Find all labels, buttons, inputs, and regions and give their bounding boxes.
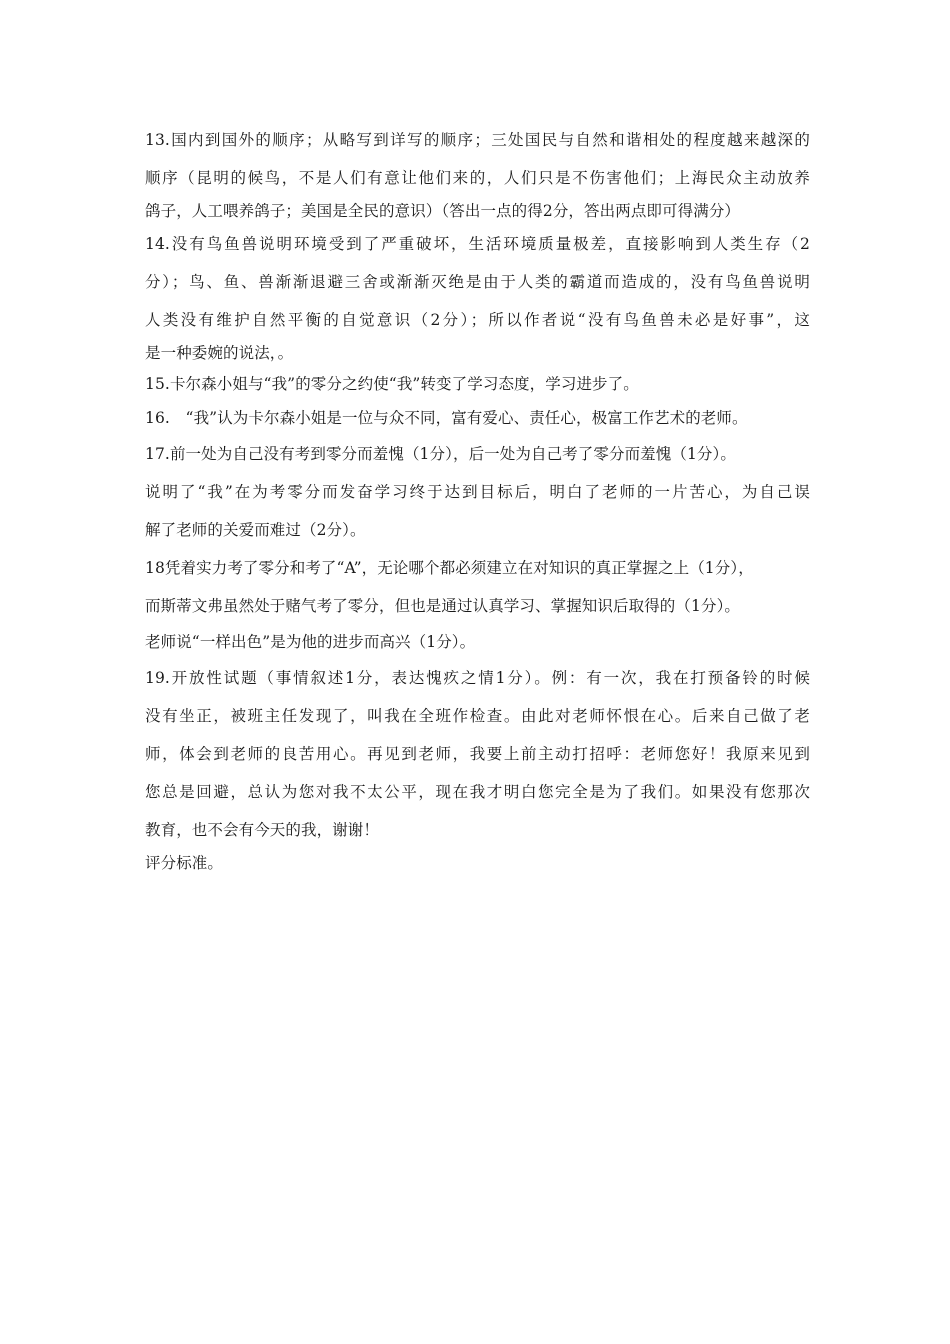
answer-line: 17.前一处为自己没有考到零分而羞愧（1分），后一处为自己考了零分而羞愧（1分）。: [145, 445, 736, 463]
answer-line: 说明了“我”在为考零分而发奋学习终于达到目标后，明白了老师的一片苦心，为自己误: [145, 483, 810, 501]
answer-18: [145, 549, 810, 659]
answer-line: 13.国内到国外的顺序；从略写到详写的顺序；三处国民与自然和谐相处的程度越来越深的: [145, 131, 810, 149]
answer-line: 没有坐正，被班主任发现了，叫我在全班作检查。由此对老师怀恨在心。后来自己做了老: [145, 707, 810, 725]
answer-19: [145, 659, 810, 877]
answer-line: 师，体会到老师的良苦用心。再见到老师，我要上前主动打招呼：老师您好！我原来见到: [145, 745, 810, 763]
answer-line: 16. “我”认为卡尔森小姐是一位与众不同，富有爱心、责任心，极富工作艺术的老师。: [145, 409, 748, 427]
answer-line: 顺序（昆明的候鸟，不是人们有意让他们来的，人们只是不伤害他们；上海民众主动放养: [145, 169, 810, 187]
scoring-criteria: 评分标准。: [145, 854, 224, 872]
answer-line: 您总是回避，总认为您对我不太公平，现在我才明白您完全是为了我们。如果没有您那次: [145, 783, 810, 801]
answer-line: 是一种委婉的说法，。: [145, 344, 294, 362]
answer-line: 鸽子，人工喂养鸽子；美国是全民的意识）（答出一点的得2分，答出两点即可得满分）: [145, 202, 741, 220]
answer-15: [145, 367, 810, 401]
answer-13: [145, 121, 810, 225]
answer-line: 人类没有维护自然平衡的自觉意识（2分）；所以作者说“没有鸟鱼兽未必是好事”，这: [145, 311, 810, 329]
answer-line: 19.开放性试题（事情叙述1分，表达愧疚之情1分）。例：有一次，我在打预备铃的时候: [145, 669, 810, 687]
answer-line: 14.没有鸟鱼兽说明环境受到了严重破坏，生活环境质量极差，直接影响到人类生存（2: [145, 235, 810, 253]
answer-line: 而斯蒂文弗虽然处于赌气考了零分，但也是通过认真学习、掌握知识后取得的（1分）。: [145, 597, 741, 615]
answer-line: 教育，也不会有今天的我，谢谢！: [145, 821, 380, 839]
answer-16: [145, 401, 810, 435]
answer-line: 15.卡尔森小姐与“我”的零分之约使“我”转变了学习态度，学习进步了。: [145, 375, 639, 393]
answer-key: [145, 121, 810, 877]
answer-17: [145, 435, 810, 549]
answer-line: 解了老师的关爱而难过（2分）。: [145, 521, 366, 539]
answer-line: 18凭着实力考了零分和考了“A”，无论哪个都必须建立在对知识的真正掌握之上（1分），: [145, 559, 754, 577]
answer-line: 老师说“一样出色”是为他的进步而高兴（1分）。: [145, 633, 476, 651]
answer-14: [145, 225, 810, 367]
answer-line: 分）；鸟、鱼、兽渐渐退避三舍或渐渐灭绝是由于人类的霸道而造成的，没有鸟鱼兽说明: [145, 273, 810, 291]
